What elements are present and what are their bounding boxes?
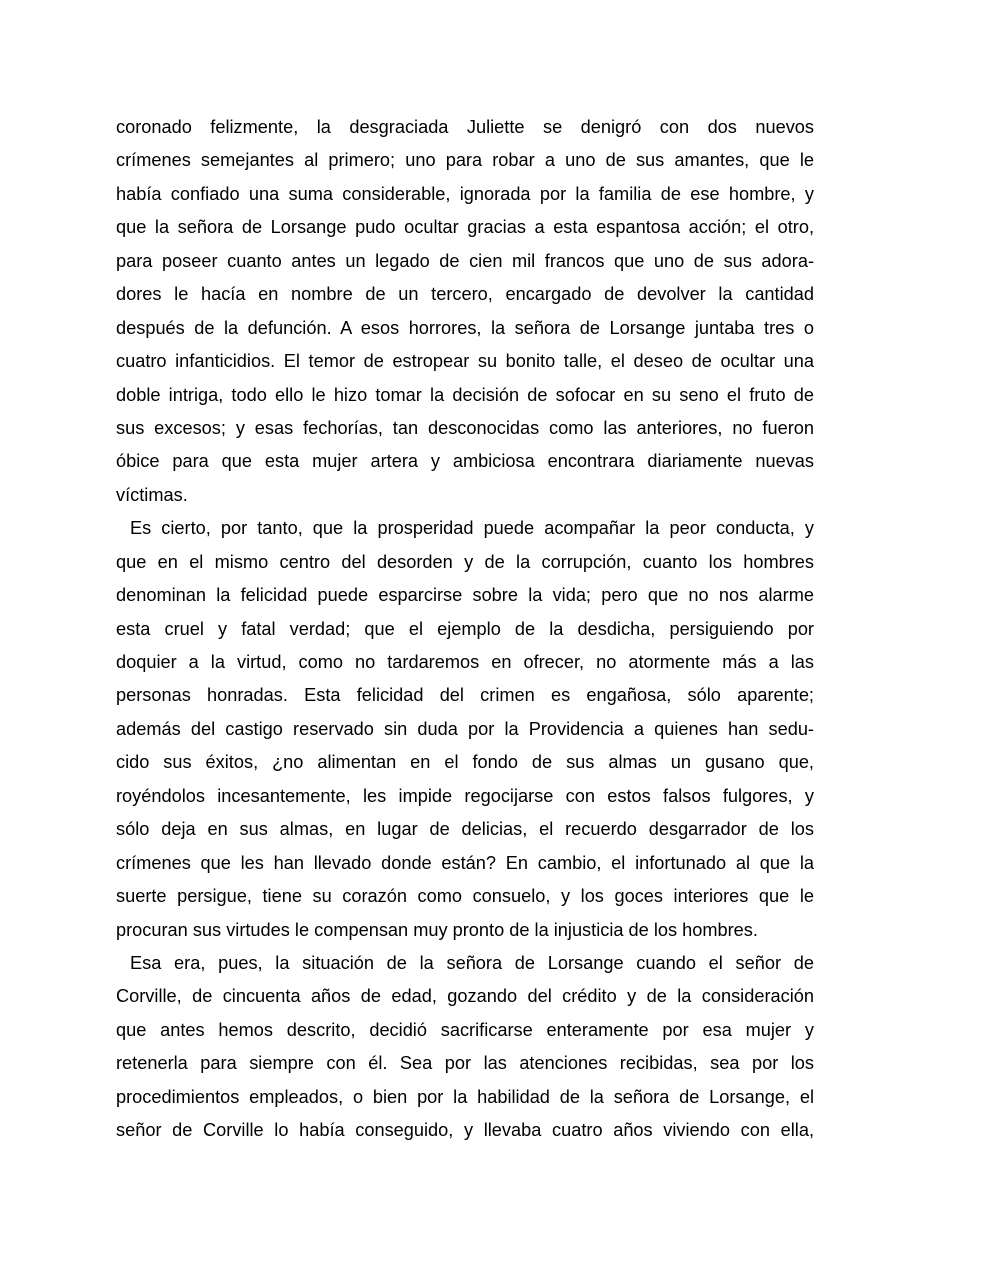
text-line: procedimientos empleados, o bien por la habilidad de la señora de Lorsange, el — [116, 1086, 814, 1107]
text-line: dores le hacía en nombre de un tercero, encargado de devolver la cantidad — [116, 284, 814, 305]
text-line: doquier a la virtud, como no tardaremos en ofrecer, no atormente más a las — [116, 652, 814, 672]
text-line: doble intriga, todo ello le hizo tomar la decisión de sofocar en su seno el fruto de — [116, 384, 814, 405]
paragraph-1 — [116, 111, 814, 512]
text-line: denominan la felicidad puede esparcirse sobre la vida; pero que no nos alarme — [116, 585, 814, 606]
text-line: que la señora de Lorsange pudo ocultar gracias a esta espantosa acción; el otro, — [116, 217, 814, 238]
text-line: había confiado una suma considerable, ignorada por la familia de ese hombre, y — [116, 183, 814, 204]
text-line: sus excesos; y esas fechorías, tan desconocidas como las anteriores, no fueron — [116, 417, 814, 438]
text-line: Corville, de cincuenta años de edad, gozando del crédito y de la consideración — [116, 986, 814, 1007]
paragraph-3 — [116, 947, 814, 1148]
text-line: óbice para que esta mujer artera y ambiciosa encontrara diariamente nuevas — [116, 451, 814, 472]
text-line: procuran sus virtudes le compensan muy pronto de la injusticia de los hombres. — [116, 919, 758, 940]
text-line: señor de Corville lo había conseguido, y llevaba cuatro años viviendo con ella, — [116, 1120, 814, 1141]
text-line: esta cruel y fatal verdad; que el ejemplo de la desdicha, persiguiendo por — [116, 618, 814, 639]
text-line: que antes hemos descrito, decidió sacrificarse enteramente por esa mujer y — [116, 1019, 814, 1040]
text-line: después de la defunción. A esos horrores, la señora de Lorsange juntaba tres o — [116, 317, 814, 338]
text-line: además del castigo reservado sin duda por la Providencia a quienes han sedu- — [116, 718, 814, 739]
text-line: crímenes que les han llevado donde están? En cambio, el infortunado al que la — [116, 852, 814, 873]
text-line: cido sus éxitos, ¿no alimentan en el fondo de sus almas un gusano que, — [116, 752, 814, 773]
body-text — [116, 111, 814, 1148]
text-line: suerte persigue, tiene su corazón como consuelo, y los goces interiores que le — [116, 886, 814, 907]
text-line: retenerla para siempre con él. Sea por las atenciones recibidas, sea por los — [116, 1053, 814, 1074]
text-line: crímenes semejantes al primero; uno para robar a uno de sus amantes, que le — [116, 150, 814, 171]
text-line: royéndolos incesantemente, les impide regocijarse con estos falsos fulgores, y — [116, 785, 814, 806]
text-line: cuatro infanticidios. El temor de estropear su bonito talle, el deseo de ocultar una — [116, 351, 814, 372]
text-line: personas honradas. Esta felicidad del crimen es engañosa, sólo aparente; — [116, 685, 814, 706]
text-line: que en el mismo centro del desorden y de la corrupción, cuanto los hombres — [116, 551, 814, 572]
text-line: Esa era, pues, la situación de la señora de Lorsange cuando el señor de — [130, 952, 814, 973]
text-line: coronado felizmente, la desgraciada Juliette se denigró con dos nuevos — [116, 117, 814, 137]
text-line: Es cierto, por tanto, que la prosperidad puede acompañar la peor conducta, y — [130, 518, 814, 539]
paragraph-2 — [116, 512, 814, 947]
text-line: sólo deja en sus almas, en lugar de delicias, el recuerdo desgarrador de los — [116, 819, 814, 840]
text-line: para poseer cuanto antes un legado de cien mil francos que uno de sus adora- — [116, 250, 814, 271]
text-line: víctimas. — [116, 484, 188, 505]
